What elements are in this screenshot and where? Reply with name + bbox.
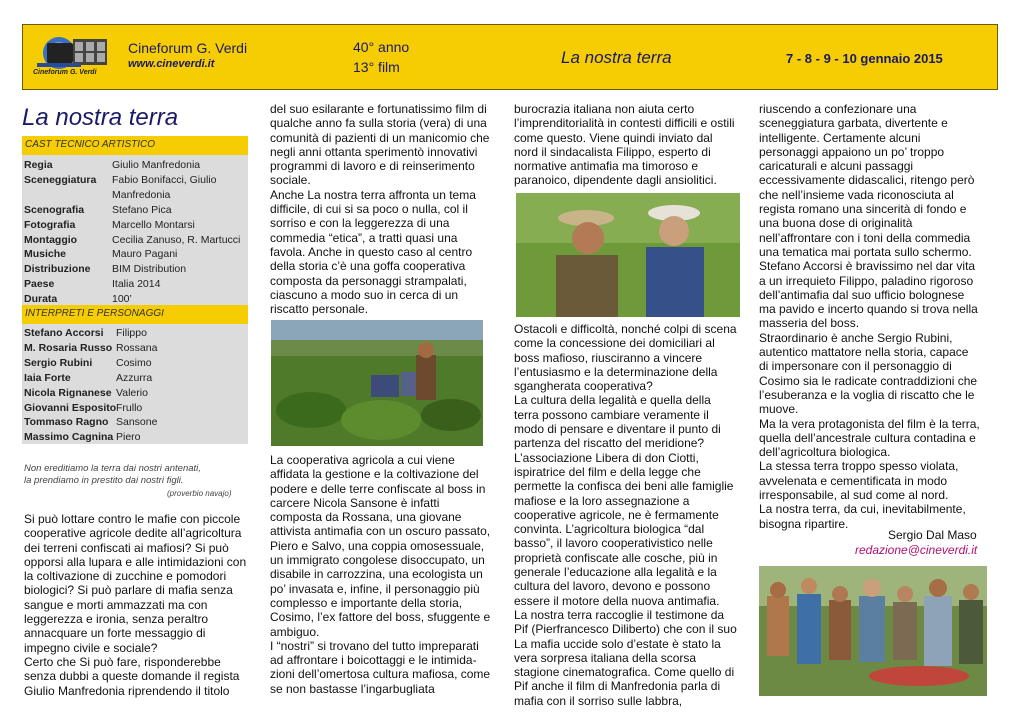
cast-row	[24, 247, 248, 261]
two-men-hats-photo	[516, 193, 740, 317]
cast-role: Distribuzione	[24, 263, 91, 276]
column1-text: Si può lottare contro le mafie con piccole cooperative agricole dedite all’agricoltura dei terreni confiscati ai mafiosi? Si può opporsi alla lupara e alle intimidazioni con la coltivazione di zucchine e pomodori biologici? Si può parlare di mafia senza sangue e morti ammazzati ma con leggerezza e ironia, senza peraltro annacquare un forte messaggio di impegno civile e sociale? Certo che Si può fare, risponderebbe senza dubbi a queste domande il regista Giulio Manfredonia riprendendo il titolo	[24, 512, 247, 698]
column2-text-bottom: La cooperativa agricola a cui viene affidata la gestione e la coltivazione del podere e delle terre confiscate al boss in carcere Nicola Sansone è infatti composta da Rossana, una giovane attivista antimafia con un oscuro passato, Piero e Salvo, una coppia omosessuale, un immigrato congolese disoccupato, un disabile in carrozzina, una ecologista un po’ invasata e, infine, il personaggio più complesso e importante della storia, Cosimo, l’ex fattore del boss, sfuggente e ambiguo. I “nostri” si trovano del tutto impreparati ad affrontare i boicottaggi e le intimida-zioni dell’omertosa cultura mafiosa, come se non bastasse l’ingarbugliata	[270, 453, 491, 696]
cast-role: Sceneggiatura	[24, 173, 97, 186]
cast-row	[24, 356, 248, 370]
cast-value: Cecilia Zanuso, R. Martucci	[112, 233, 241, 246]
cast-value: Italia 2014	[112, 278, 161, 291]
cast-row	[24, 371, 248, 385]
column3-text-bottom: Ostacoli e difficoltà, nonché colpi di scena come la concessione dei domiciliari al boss mafioso, riusciranno a vincere l’entusiasmo e la determinazione della sgangherata cooperativa? La cultura della legalità e quella della terra possono cambiare veramente il modo di pensare e diventare il punto di partenza del riscatto del meridione? L’associazione Libera di don Ciotti, ispiratrice del film e della legge che permette la confisca dei beni alle famiglie mafiose e la loro assegnazione a cooperative agricole, ne è fermamente convinta. L’agricoltura biologica “dal basso”, il lavoro cooperativistico nelle proprietà confiscate alle cosche, più in generale l’educazione alla legalità e la cultura del lavoro, devono e possono essere il motore della nuova antimafia. La nostra terra raccoglie il testimone da Pif (Pierfrancesco Diliberto) che con il suo La mafia uccide solo d’estate è stato la vera sorpresa italiana della scorsa stagione cinematografica. Come quello di Pif anche il film di Manfredonia parla di mafia con il sorriso sulle labbra,	[514, 322, 737, 708]
cast-value: Frullo	[116, 401, 143, 414]
field-worker-photo	[271, 320, 483, 446]
cast-row	[24, 430, 248, 444]
cast-role: Scenografia	[24, 203, 85, 216]
cast-role: Paese	[24, 278, 55, 291]
cast-value: Filippo	[116, 327, 147, 339]
interpreti-heading: INTERPRETI E PERSONAGGI	[22, 305, 248, 324]
cineforum-name: Cineforum G. Verdi	[128, 40, 248, 56]
cast-role: Musiche	[24, 248, 67, 261]
cast-value: Azzurra	[116, 371, 153, 384]
film-number: 13° film	[353, 59, 400, 75]
cast-row	[24, 401, 248, 415]
cast-role: Fotografia	[24, 218, 76, 231]
cast-value: Giulio Manfredonia	[112, 159, 201, 171]
cast-row	[24, 218, 248, 232]
header-film-title: La nostra terra	[561, 48, 672, 67]
cast-value: Marcello Montarsi	[112, 218, 195, 231]
cineforum-logo	[29, 29, 119, 85]
cast-row	[24, 277, 248, 291]
cast-value: Manfredonia	[112, 188, 171, 201]
cast-row	[24, 173, 248, 187]
cast-box	[22, 136, 248, 444]
cast-value: Valerio	[116, 386, 148, 399]
cast-row	[24, 262, 248, 276]
cast-value: Sansone	[116, 416, 158, 429]
cast-role: Sergio Rubini	[24, 356, 93, 369]
cast-value: Cosimo	[116, 356, 152, 369]
cast-row	[24, 188, 248, 202]
cast-row	[24, 292, 248, 306]
contact-email[interactable]: redazione@cineverdi.it	[855, 543, 978, 557]
header-bar	[22, 24, 998, 90]
cast-role: Regia	[24, 159, 53, 171]
website-link[interactable]: www.cineverdi.it	[128, 58, 215, 70]
cast-heading: CAST TECNICO ARTISTICO	[22, 136, 248, 155]
epigraph-quote: Non ereditiamo la terra dai nostri antenati, la prendiamo in prestito dai nostri figli.	[24, 463, 201, 486]
cast-value: Stefano Pica	[112, 203, 172, 216]
column3-text-top: burocrazia italiana non aiuta certo l’imprenditorialità in contesti difficili e ostili come questo. Viene quindi inviato dal nord il sindacalista Filippo, esperto di normative antimafia ma timoroso e paranoico, dipendente dagli ansiolitici.	[514, 102, 735, 188]
cast-value: Rossana	[116, 341, 158, 354]
group-harvest-photo	[759, 566, 987, 696]
cast-role: Stefano Accorsi	[24, 327, 104, 339]
cast-role: Durata	[24, 293, 58, 306]
cast-role: Giovanni Esposito	[24, 401, 117, 414]
column2-text-top: del suo esilarante e fortunatissimo film di qualche anno fa sulla storia (vera) di una comunità di pazienti di un manicomio che negli anni ottanta sperimentò innovativi programmi di lavoro e di reinserimento sociale. Anche La nostra terra affronta un tema difficile, di cui si sa poco o nulla, col il sorriso e con la leggerezza di una commedia “etica”, a tratti quasi una favola. Anche in questo caso al centro della storia c’è una goffa cooperativa composta da personaggi strampalati, ciascuno a modo suo in cerca di un riscatto personale.	[270, 102, 490, 317]
cast-row	[24, 341, 248, 355]
cast-row	[24, 158, 248, 172]
cast-value: Fabio Bonifacci, Giulio	[112, 173, 217, 186]
cast-row	[24, 233, 248, 247]
cast-value: 100’	[112, 293, 132, 306]
cast-value: BIM Distribution	[112, 263, 187, 276]
cast-role: Tommaso Ragno	[24, 416, 109, 429]
logo-caption: Cineforum G. Verdi	[33, 69, 97, 76]
screening-dates: 7 - 8 - 9 - 10 gennaio 2015	[786, 51, 943, 66]
season-year: 40° anno	[353, 39, 410, 55]
cast-value: Piero	[116, 431, 141, 444]
epigraph-source: (proverbio navajo)	[167, 489, 232, 498]
cast-role: Montaggio	[24, 233, 78, 246]
page-title: La nostra terra	[22, 104, 179, 131]
cast-role: Iaia Forte	[24, 371, 71, 384]
cast-row	[24, 386, 248, 400]
cast-row	[24, 415, 248, 429]
cast-role: Nicola Rignanese	[24, 386, 112, 399]
cast-role: M. Rosaria Russo	[24, 341, 113, 354]
cast-value: Mauro Pagani	[112, 248, 178, 261]
cast-role: Massimo Cagnina	[24, 431, 114, 444]
author-signature: Sergio Dal Maso	[888, 528, 977, 542]
cast-row	[24, 326, 248, 340]
column4-text: riuscendo a confezionare una sceneggiatura garbata, divertente e intelligente. Certamente alcuni personaggi appaiono un po’ troppo caricaturali e alcuni passaggi eccessivamente didascalici, ritengo però che nell’insieme vada riconosciuta al regista romano una sincerità di fondo e una buona dose di originalità nell’affrontare con i toni della commedia una tematica mai portata sullo schermo. Stefano Accorsi è bravissimo nel dar vita a un irrequieto Filippo, paladino rigoroso dell’antimafia dal suo ufficio bolognese ma pavido e incerto quando si trova nella masseria del boss. Straordinario è anche Sergio Rubini, autentico mattatore nella storia, capace di impersonare con il personaggio di Cosimo sia le radicate contraddizioni che l’esuberanza e la voglia di riscatto che le muove. Ma la vera protagonista del film è la terra, quella dell’ancestrale cultura contadina e dell’agricoltura biologica. La stessa terra troppo spesso violata, avvelenata e cementificata in modo irresponsabile, al sud come al nord. La nostra terra, da cui, inevitabilmente, bisogna ripartire.	[759, 102, 980, 531]
cast-row	[24, 203, 248, 217]
